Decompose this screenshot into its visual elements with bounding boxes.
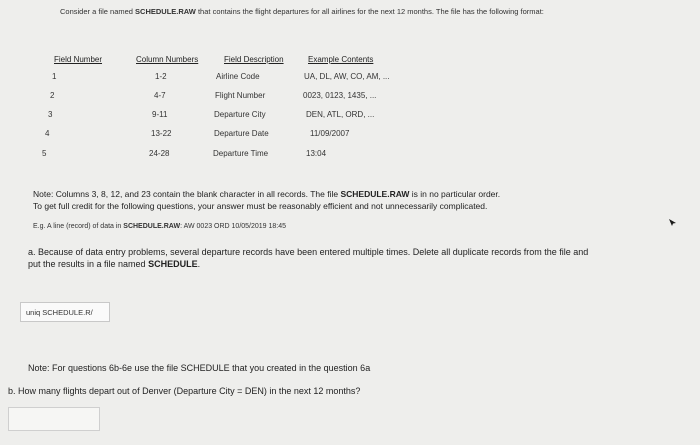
question-a-end: . bbox=[197, 259, 201, 269]
row5-example: 13:04 bbox=[306, 149, 327, 158]
question-b: b. How many flights depart out of Denver (Departure City = DEN) in the next 12 months? bbox=[8, 386, 361, 396]
row5-description: Departure Time bbox=[213, 149, 269, 158]
answer-b-input[interactable] bbox=[8, 407, 100, 431]
row3-columns: 9-11 bbox=[152, 110, 168, 119]
note1-text2: is in no particular order. bbox=[409, 189, 501, 199]
row4-field: 4 bbox=[45, 129, 50, 138]
row3-example: DEN, ATL, ORD, ... bbox=[306, 110, 375, 119]
header-field-description: Field Description bbox=[224, 55, 284, 64]
row1-description: Airline Code bbox=[216, 72, 260, 81]
answer-a-input[interactable]: uniq SCHEDULE.R/ bbox=[20, 302, 110, 322]
row2-example: 0023, 0123, 1435, ... bbox=[303, 91, 377, 100]
row5-columns: 24-28 bbox=[149, 149, 170, 158]
example-record bbox=[33, 223, 286, 230]
header-field-number: Field Number bbox=[54, 55, 103, 64]
intro-filename: SCHEDULE.RAW bbox=[135, 7, 196, 16]
row4-example: 11/09/2007 bbox=[310, 129, 350, 138]
note1-text1: Columns 3, 8, 12, and 23 contain the blank character in all records. The file bbox=[53, 189, 341, 199]
note-columns bbox=[33, 188, 633, 212]
intro-text bbox=[60, 6, 620, 17]
row1-field: 1 bbox=[52, 72, 57, 81]
row2-description: Flight Number bbox=[215, 91, 266, 100]
row4-columns: 13-22 bbox=[151, 129, 172, 138]
question-a bbox=[28, 246, 598, 270]
row1-example: UA, DL, AW, CO, AM, ... bbox=[304, 72, 390, 81]
header-column-numbers: Column Numbers bbox=[136, 55, 199, 64]
row3-field: 3 bbox=[48, 110, 53, 119]
note1-label: Note: bbox=[33, 189, 54, 199]
row2-columns: 4-7 bbox=[154, 91, 166, 100]
question-a-text: a. Because of data entry problems, several departure records have been entered multiple times. Delete all duplicate records from the file and put the results in a file named bbox=[28, 247, 589, 269]
row1-columns: 1-2 bbox=[155, 72, 167, 81]
intro-suffix: that contains the flight departures for all airlines for the next 12 months. The file has the following format: bbox=[195, 7, 544, 16]
row4-description: Departure Date bbox=[214, 129, 269, 138]
row2-field: 2 bbox=[50, 91, 55, 100]
question-a-filename: SCHEDULE bbox=[148, 259, 198, 269]
row5-field: 5 bbox=[42, 149, 47, 158]
arrow-cursor-icon bbox=[669, 219, 677, 227]
eg-suffix: : AW 0023 ORD 10/05/2019 18:45 bbox=[180, 223, 287, 230]
intro-prefix: Consider a file named bbox=[60, 7, 136, 16]
note1-line2: To get full credit for the following questions, your answer must be reasonably efficient and not unnecessarily complicated. bbox=[33, 201, 488, 211]
eg-filename: SCHEDULE.RAW bbox=[123, 223, 181, 230]
row3-description: Departure City bbox=[214, 110, 266, 119]
note1-filename: SCHEDULE.RAW bbox=[340, 189, 410, 199]
note-questions-b-e: Note: For questions 6b-6e use the file SCHEDULE that you created in the question 6a bbox=[28, 363, 371, 373]
eg-prefix: E.g. A line (record) of data in bbox=[33, 223, 124, 230]
header-example-contents: Example Contents bbox=[308, 55, 374, 64]
